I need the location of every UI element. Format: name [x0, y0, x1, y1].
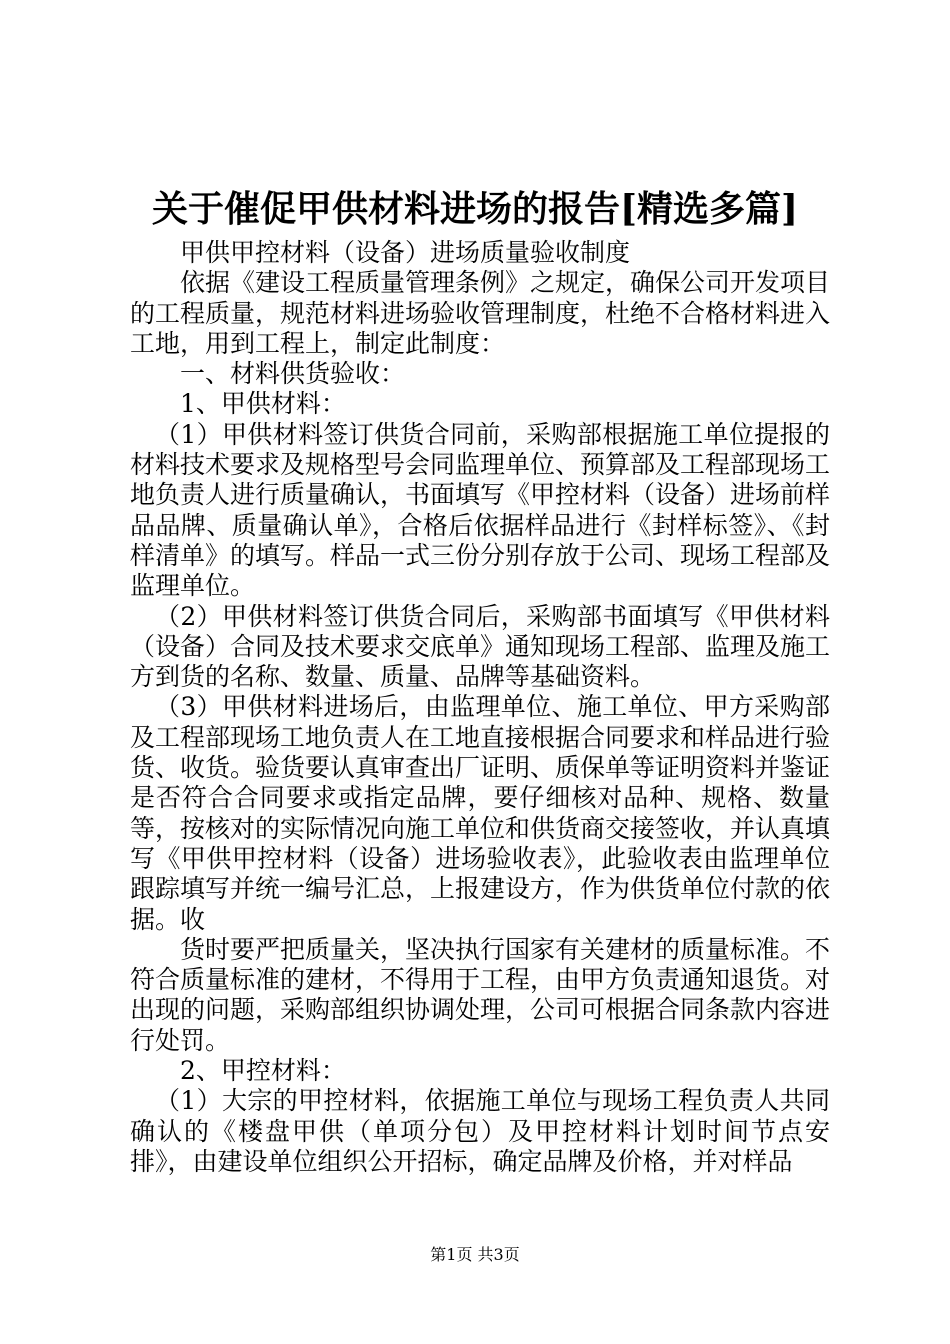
paragraph: 一、材料供货验收：: [180, 359, 406, 389]
paragraph: 依据《建设工程质量管理条例》之规定，确保公司开发项目的工程质量，规范材料进场验收管理制度，杜绝不合格材料进入工地，用到工程上，制定此制度：: [130, 268, 831, 358]
paragraph: 1、甲供材料：: [180, 389, 346, 419]
paragraph: （2）甲供材料签订供货合同后，采购部书面填写《甲供材料（设备）合同及技术要求交底单》通知现场工程部、监理及施工方到货的名称、数量、质量、品牌等基础资料。: [130, 601, 831, 692]
paragraph: 甲供甲控材料（设备）进场质量验收制度: [180, 238, 631, 267]
page-footer: 第1页 共3页: [430, 1245, 520, 1264]
document-title: 关于催促甲供材料进场的报告[精选多篇]: [151, 188, 799, 230]
paragraph: 货时要严把质量关，坚决执行国家有关建材的质量标准。不符合质量标准的建材，不得用于工程，由甲方负责通知退货。对出现的问题，采购部组织协调处理，公司可根据合同条款内容进行处罚。: [130, 934, 831, 1055]
paragraph: （1）甲供材料签订供货合同前，采购部根据施工单位提报的材料技术要求及规格型号会同监理单位、预算部及工程部现场工地负责人进行质量确认，书面填写《甲控材料（设备）进场前样品品牌、质量确认单》，合格后依据样品进行《封样标签》、《封样清单》的填写。样品一式三份分别存放于公司、现场工程部及监理单位。: [130, 419, 831, 601]
paragraph: 2、甲控材料：: [180, 1056, 346, 1086]
paragraph: （1）大宗的甲控材料，依据施工单位与现场工程负责人共同确认的《楼盘甲供（单项分包）及甲控材料计划时间节点安排》，由建设单位组织公开招标，确定品牌及价格，并对样品: [130, 1086, 830, 1176]
document-body: [130, 238, 830, 1177]
paragraph: （3）甲供材料进场后，由监理单位、施工单位、甲方采购部及工程部现场工地负责人在工地直接根据合同要求和样品进行验货、收货。验货要认真审查出厂证明、质保单等证明资料并鉴证是否符合合同要求或指定品牌，要仔细核对品种、规格、数量等，按核对的实际情况向施工单位和供货商交接签收，并认真填写《甲供甲控材料（设备）进场验收表》，此验收表由监理单位跟踪填写并统一编号汇总，上报建设方，作为供货单位付款的依据。收: [130, 692, 831, 934]
